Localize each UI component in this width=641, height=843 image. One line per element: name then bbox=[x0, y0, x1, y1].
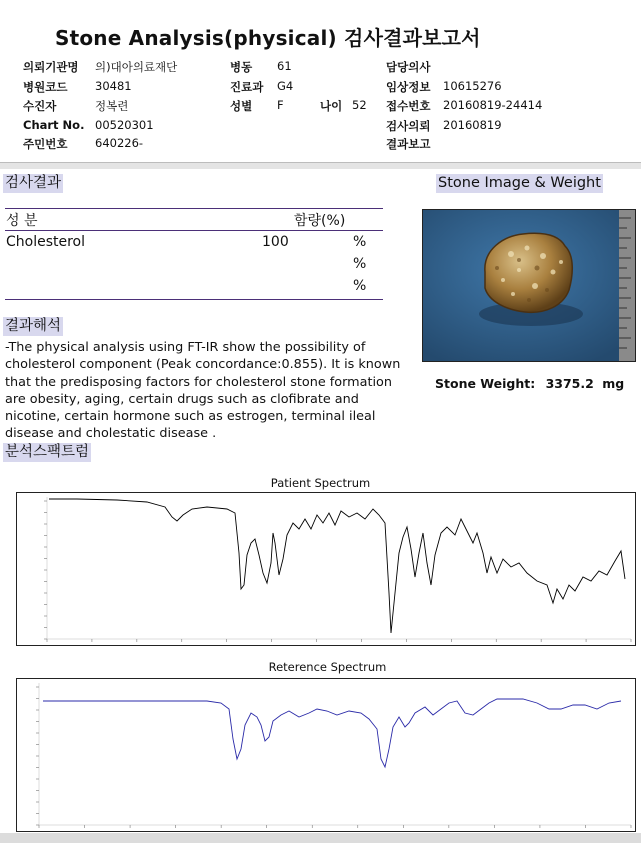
value-resident-number: 640226- bbox=[95, 136, 144, 150]
label-result-report: 결과보고 bbox=[386, 137, 431, 151]
value-ward: 61 bbox=[277, 59, 292, 73]
label-clinical-info: 임상정보 bbox=[386, 80, 431, 94]
value-age: 52 bbox=[352, 98, 367, 112]
component-amount: 100 bbox=[262, 234, 289, 250]
reference-spectrum-chart bbox=[16, 678, 636, 832]
interpretation-heading: 결과해석 bbox=[5, 318, 62, 334]
reference-spectrum-plot bbox=[17, 679, 635, 831]
stone-weight-label: Stone Weight: bbox=[435, 376, 536, 391]
reference-spectrum-line bbox=[43, 699, 621, 767]
value-test-request: 20160819 bbox=[443, 118, 502, 132]
component-unit: % bbox=[353, 256, 367, 272]
label-department: 진료과 bbox=[230, 80, 264, 94]
column-amount: 함량(%) bbox=[294, 213, 346, 229]
label-patient: 수진자 bbox=[23, 99, 57, 113]
stone-illustration bbox=[423, 210, 635, 361]
results-heading: 검사결과 bbox=[5, 175, 62, 191]
patient-spectrum-title: Patient Spectrum bbox=[270, 476, 371, 490]
label-chart-no: Chart No. bbox=[23, 118, 85, 132]
value-patient: 정복련 bbox=[95, 99, 129, 113]
patient-spectrum-chart bbox=[16, 492, 636, 646]
label-test-request: 검사의뢰 bbox=[386, 119, 431, 133]
column-component: 성 분 bbox=[6, 213, 38, 229]
value-chart-no: 00520301 bbox=[95, 118, 154, 132]
label-sex: 성별 bbox=[230, 99, 253, 113]
label-age: 나이 bbox=[320, 99, 343, 113]
label-resident-number: 주민번호 bbox=[23, 137, 68, 151]
value-requesting-institution: 의)대아의료재단 bbox=[95, 60, 178, 74]
stone-weight bbox=[435, 376, 624, 391]
stone-weight-value: 3375.2 bbox=[545, 376, 594, 391]
label-receipt-number: 접수번호 bbox=[386, 99, 431, 113]
page-bottom-band bbox=[0, 833, 641, 843]
component-name: Cholesterol bbox=[6, 234, 86, 250]
label-requesting-institution: 의뢰기관명 bbox=[23, 60, 79, 74]
value-clinical-info: 10615276 bbox=[443, 79, 502, 93]
header-divider bbox=[0, 162, 641, 169]
reference-spectrum-title: Reterence Spectrum bbox=[268, 660, 387, 674]
value-department: G4 bbox=[277, 79, 294, 93]
label-hospital-code: 병원코드 bbox=[23, 80, 68, 94]
stone-heading: Stone Image & Weight bbox=[438, 175, 601, 191]
results-bottom-rule bbox=[5, 299, 383, 300]
value-sex: F bbox=[277, 98, 284, 112]
value-hospital-code: 30481 bbox=[95, 79, 132, 93]
spectrum-heading: 분석스팩트럼 bbox=[5, 444, 90, 460]
label-attending-physician: 담당의사 bbox=[386, 60, 431, 74]
interpretation-text: -The physical analysis using FT-IR show the possibility of cholesterol component (Peak concordance:0.855). It is known that the predisposing factors for cholesterol stone formation are obesity, aging, certain drugs such as clofibrate and nicotine, certain hormone such as estrogen, terminal ileal disease and cholestatic disease . bbox=[5, 340, 401, 442]
results-top-rule bbox=[5, 208, 383, 209]
component-unit: % bbox=[353, 278, 367, 294]
results-header-rule bbox=[5, 230, 383, 231]
patient-spectrum-line bbox=[49, 499, 625, 633]
value-receipt-number: 20160819-24414 bbox=[443, 98, 543, 112]
label-ward: 병동 bbox=[230, 60, 253, 74]
component-unit: % bbox=[353, 234, 367, 250]
patient-spectrum-plot bbox=[17, 493, 635, 645]
report-title: Stone Analysis(physical) 검사결과보고서 bbox=[55, 26, 481, 50]
stone-weight-unit: mg bbox=[602, 376, 625, 391]
stone-photo bbox=[422, 209, 636, 362]
